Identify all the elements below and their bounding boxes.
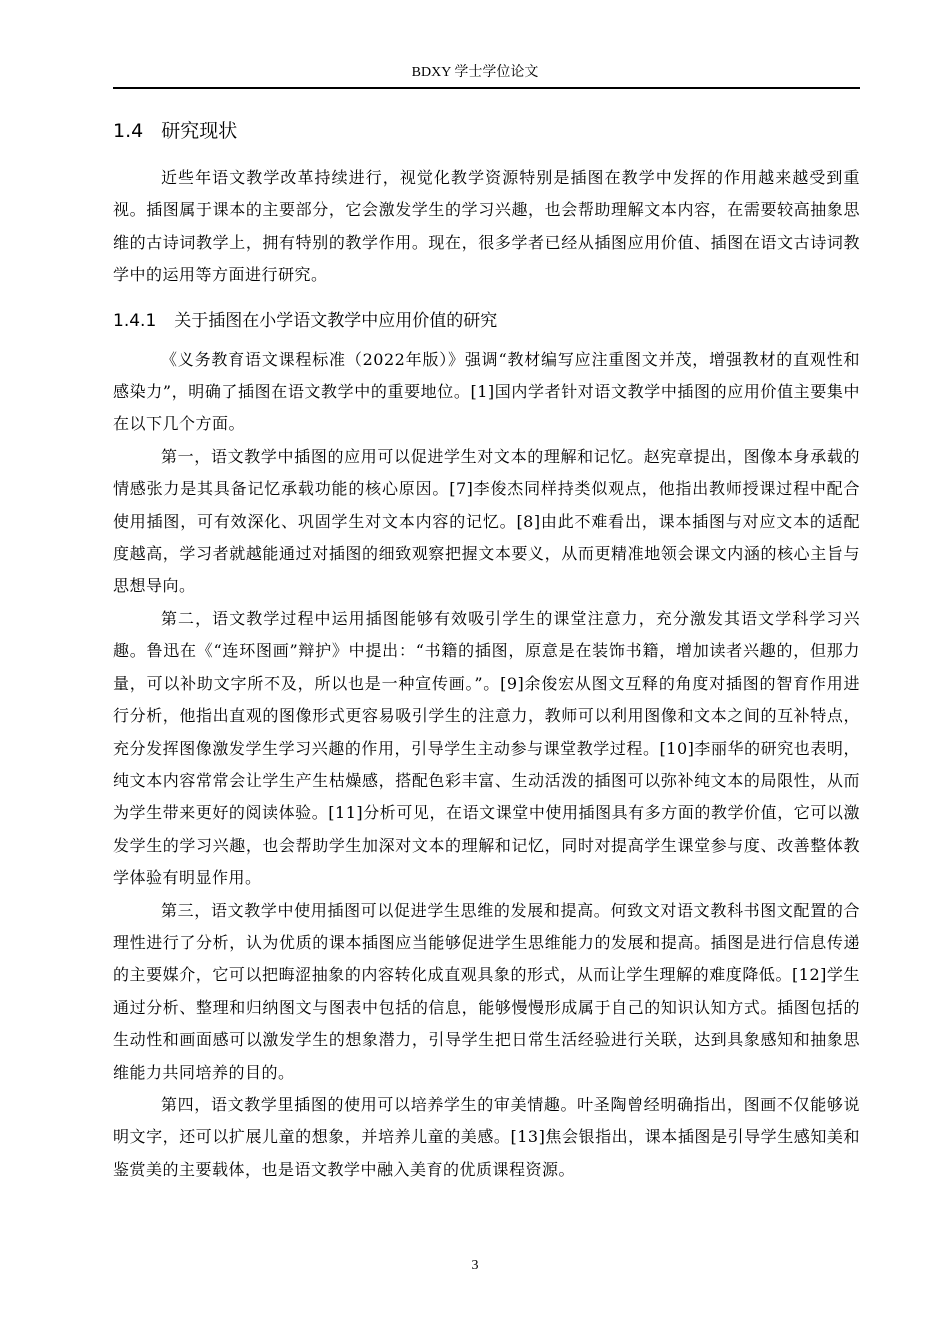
body-paragraph: 第四，语文教学里插图的使用可以培养学生的审美情趣。叶圣陶曾经明确指出，图画不仅能够说明文字，还可以扩展儿童的想象，并培养儿童的美感。[13]焦会银指出，课本插图是引导学生感知美和鉴赏美的主要载体，也是语文教学中融入美育的优质课程资源。 [113,1094,860,1179]
page-header-title: BDXY 学士学位论文 [411,65,539,80]
section-number: 1.4 [113,120,144,142]
subsection-heading [113,306,860,336]
body-paragraph: 第三，语文教学中使用插图可以促进学生思维的发展和提高。何致文对语文教科书图文配置的合理性进行了分析，认为优质的课本插图应当能够促进学生思维能力的发展和提高。插图是进行信息传递的主要媒介，它可以把晦涩抽象的内容转化成直观具象的形式，从而让学生理解的难度降低。[12]学生通过分析、整理和归纳图文与图表中包括的信息，能够慢慢形成属于自己的知识认知方式。插图包括的生动性和画面感可以激发学生的想象潜力，引导学生把日常生活经验进行关联，达到具象感知和抽象思维能力共同培养的目的。 [113,900,860,1082]
subsection-title: 关于插图在小学语文教学中应用价值的研究 [174,310,498,331]
body-paragraph: 第二，语文教学过程中运用插图能够有效吸引学生的课堂注意力，充分激发其语文学科学习兴趣。鲁迅在《“连环图画”辩护》中提出：“书籍的插图，原意是在装饰书籍，增加读者兴趣的，但那力量，可以补助文字所不及，所以也是一种宣传画。”。[9]余俊宏从图文互释的角度对插图的智育作用进行分析，他指出直观的图像形式更容易吸引学生的注意力，教师可以利用图像和文本之间的互补特点，充分发挥图像激发学生学习兴趣的作用，引导学生主动参与课堂教学过程。[10]李丽华的研究也表明，纯文本内容常常会让学生产生枯燥感，搭配色彩丰富、生动活泼的插图可以弥补纯文本的局限性，从而为学生带来更好的阅读体验。[11]分析可见，在语文课堂中使用插图具有多方面的教学价值，它可以激发学生的学习兴趣，也会帮助学生加深对文本的理解和记忆，同时对提高学生课堂参与度、改善整体教学体验有明显作用。 [113,608,860,888]
body-paragraph: 第一，语文教学中插图的应用可以促进学生对文本的理解和记忆。赵宪章提出，图像本身承载的情感张力是其具备记忆承载功能的核心原因。[7]李俊杰同样持类似观点，他指出教师授课过程中配合使用插图，可有效深化、巩固学生对文本内容的记忆。[8]由此不难看出，课本插图与对应文本的适配度越高，学习者就越能通过对插图的细致观察把握文本要义，从而更精准地领会课文内涵的核心主旨与思想导向。 [113,446,860,596]
subsection-number: 1.4.1 [113,310,157,331]
page-body [113,106,860,1186]
section-title: 研究现状 [161,120,238,142]
section-heading [113,116,860,146]
header-divider [113,87,860,89]
section-intro-paragraph: 近些年语文教学改革持续进行，视觉化教学资源特别是插图在教学中发挥的作用越来越受到重视。插图属于课本的主要部分，它会激发学生的学习兴趣，也会帮助理解文本内容，在需要较高抽象思维的古诗词教学上，拥有特别的教学作用。现在，很多学者已经从插图应用价值、插图在语文古诗词教学中的运用等方面进行研究。 [113,168,860,285]
body-paragraph: 《义务教育语文课程标准（2022年版）》强调“教材编写应注重图文并茂，增强教材的直观性和感染力”，明确了插图在语文教学中的重要地位。[1]国内学者针对语文教学中插图的应用价值主要集中在以下几个方面。 [113,349,860,434]
page-number: 3 [471,1258,479,1273]
